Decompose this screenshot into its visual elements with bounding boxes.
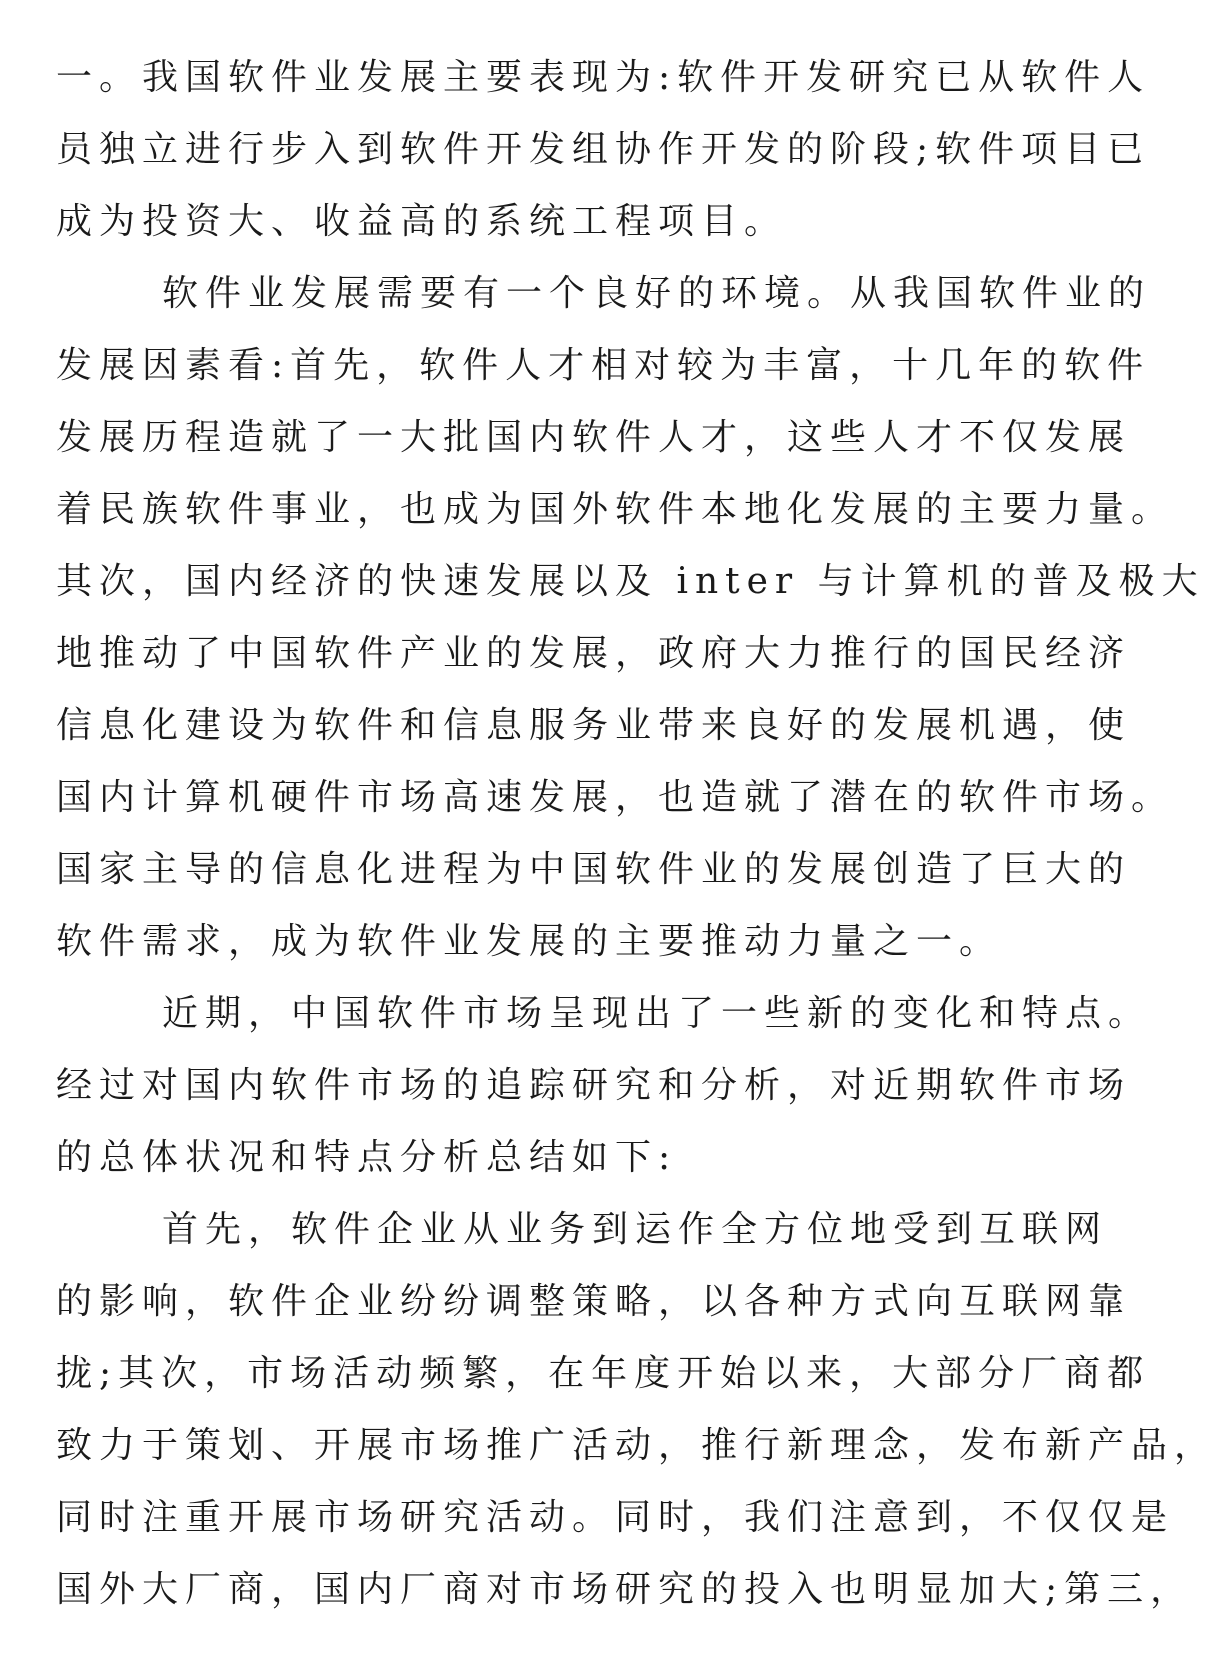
text-line: 着民族软件事业，也成为国外软件本地化发展的主要力量。	[56, 489, 1175, 530]
text-line: 近期，中国软件市场呈现出了一些新的变化和特点。	[162, 993, 1152, 1034]
text-line: 软件业发展需要有一个良好的环境。从我国软件业的	[162, 273, 1152, 314]
body-text	[56, 42, 1217, 1626]
text-line: 国外大厂商，国内厂商对市场研究的投入也明显加大;第三，	[56, 1569, 1194, 1610]
text-line: 拢;其次，市场活动频繁，在年度开始以来，大部分厂商都	[56, 1353, 1151, 1394]
text-line: 国内计算机硬件市场高速发展，也造就了潜在的软件市场。	[56, 777, 1175, 818]
text-line: 首先，软件企业从业务到运作全方位地受到互联网	[162, 1209, 1109, 1250]
text-line: 同时注重开展市场研究活动。同时，我们注意到，不仅仅是	[56, 1497, 1175, 1538]
text-line: 发展因素看:首先，软件人才相对较为丰富，十几年的软件	[56, 345, 1151, 386]
text-line: 其次，国内经济的快速发展以及 inter 与计算机的普及极大	[56, 561, 1205, 602]
text-line: 的影响，软件企业纷纷调整策略，以各种方式向互联网靠	[56, 1281, 1132, 1322]
text-line: 软件需求，成为软件业发展的主要推动力量之一。	[56, 921, 1003, 962]
text-line: 地推动了中国软件产业的发展，政府大力推行的国民经济	[56, 633, 1132, 674]
text-line: 经过对国内软件市场的追踪研究和分析，对近期软件市场	[56, 1065, 1132, 1106]
text-line: 成为投资大、收益高的系统工程项目。	[56, 201, 788, 242]
text-line: 的总体状况和特点分析总结如下:	[56, 1137, 678, 1178]
text-line: 致力于策划、开展市场推广活动，推行新理念，发布新产品，	[56, 1425, 1217, 1466]
text-line: 信息化建设为软件和信息服务业带来良好的发展机遇，使	[56, 705, 1132, 746]
text-line: 国家主导的信息化进程为中国软件业的发展创造了巨大的	[56, 849, 1132, 890]
text-line: 员独立进行步入到软件开发组协作开发的阶段;软件项目已	[56, 129, 1151, 170]
text-line: 一。我国软件业发展主要表现为:软件开发研究已从软件人	[56, 57, 1151, 98]
text-line: 发展历程造就了一大批国内软件人才，这些人才不仅发展	[56, 417, 1132, 458]
